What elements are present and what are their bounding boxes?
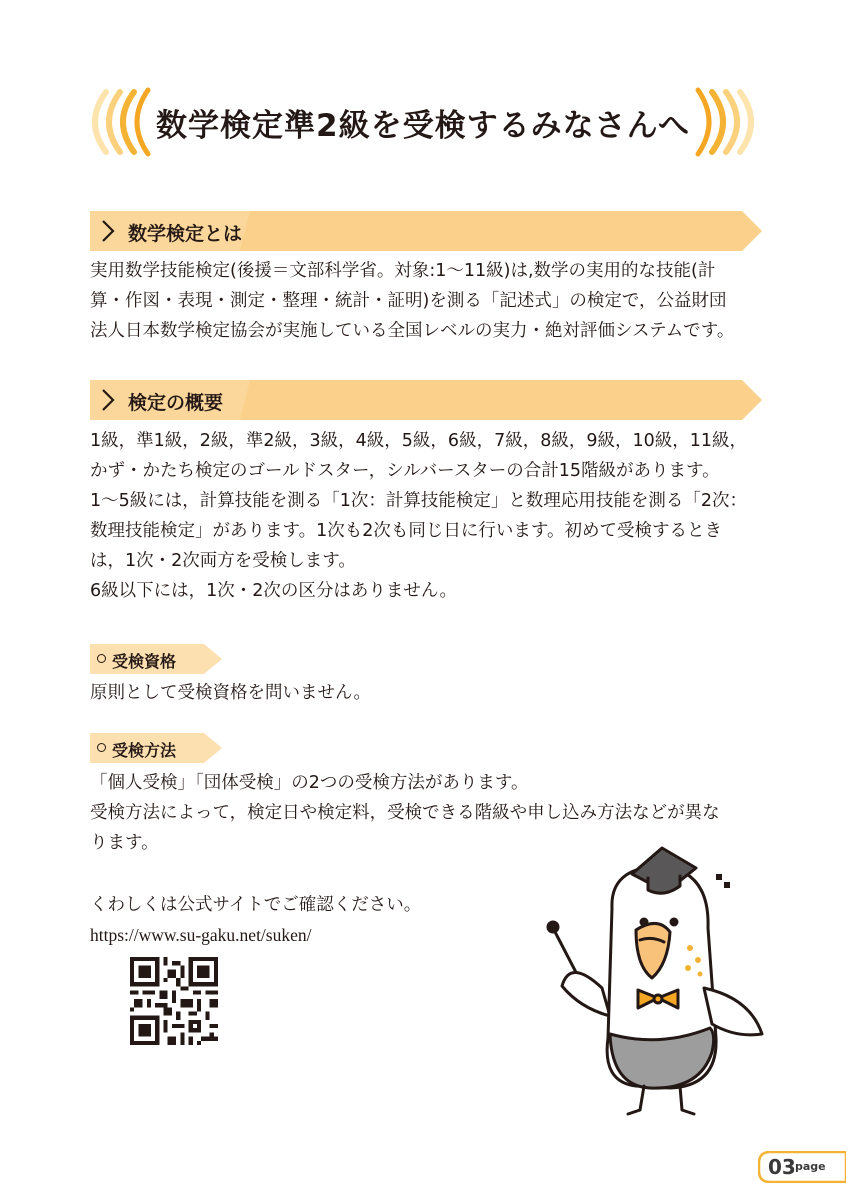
page-number-badge — [758, 1151, 846, 1183]
mascot-bird-illustration — [540, 838, 780, 1128]
qr-code[interactable] — [130, 957, 218, 1045]
subsection-title: 受検資格 — [112, 652, 177, 671]
page-title: 数学検定準2級を受検するみなさんへ — [156, 108, 690, 144]
body-line: 「個人受検」「団体受検」の2つの受検方法があります。 — [90, 773, 529, 793]
footer-note-text: くわしくは公式サイトでご確認ください。 — [90, 895, 422, 915]
bullet-circle-icon — [97, 743, 106, 752]
page-title-banner — [0, 86, 846, 158]
body-line: 原則として受検資格を問いません。 — [90, 683, 372, 703]
section-body-about — [90, 256, 780, 346]
subsection-tag-qualification — [90, 644, 222, 674]
subsection-title: 受検方法 — [112, 741, 177, 760]
section-header-overview — [90, 380, 762, 420]
bullet-circle-icon — [97, 654, 106, 663]
body-line: 1級，準1級，2級，準2級，3級，4級，5級，6級，7級，8級，9級，10級，11級， — [90, 431, 748, 451]
body-line: は，1次・2次両方を受検します。 — [90, 551, 356, 571]
body-line: 数理技能検定」があります。1次も2次も同じ日に行います。初めて受検するとき — [90, 521, 722, 541]
section-body-overview — [90, 426, 780, 606]
page-label: page — [795, 1160, 826, 1173]
official-site-link[interactable]: https://www.su-gaku.net/suken/ — [90, 925, 312, 945]
section-header-about — [90, 211, 762, 251]
subsection-body-qualification — [90, 678, 780, 708]
body-line: 実用数学技能検定(後援＝文部科学省。対象:1～11級)は,数学の実用的な技能(計 — [90, 261, 716, 281]
subsection-tag-method — [90, 733, 222, 763]
body-line: かず・かたち検定のゴールドスター，シルバースターの合計15階級があります。 — [90, 461, 720, 481]
body-line: 受検方法によって，検定日や検定料，受検できる階級や申し込み方法などが異な — [90, 803, 720, 823]
body-line: 6級以下には，1次・2次の区分はありません。 — [90, 581, 457, 601]
body-line: ります。 — [90, 833, 159, 853]
section-title: 検定の概要 — [128, 392, 224, 414]
body-line: 法人日本数学検定協会が実施している全国レベルの実力・絶対評価システムです。 — [90, 321, 735, 341]
section-title: 数学検定とは — [128, 223, 243, 245]
page-number: 03 — [768, 1155, 796, 1179]
body-line: 算・作図・表現・測定・整理・統計・証明)を測る「記述式」の検定で，公益財団 — [90, 291, 727, 311]
body-line: 1～5級には，計算技能を測る「1次：計算技能検定」と数理応用技能を測る「2次： — [90, 491, 748, 511]
